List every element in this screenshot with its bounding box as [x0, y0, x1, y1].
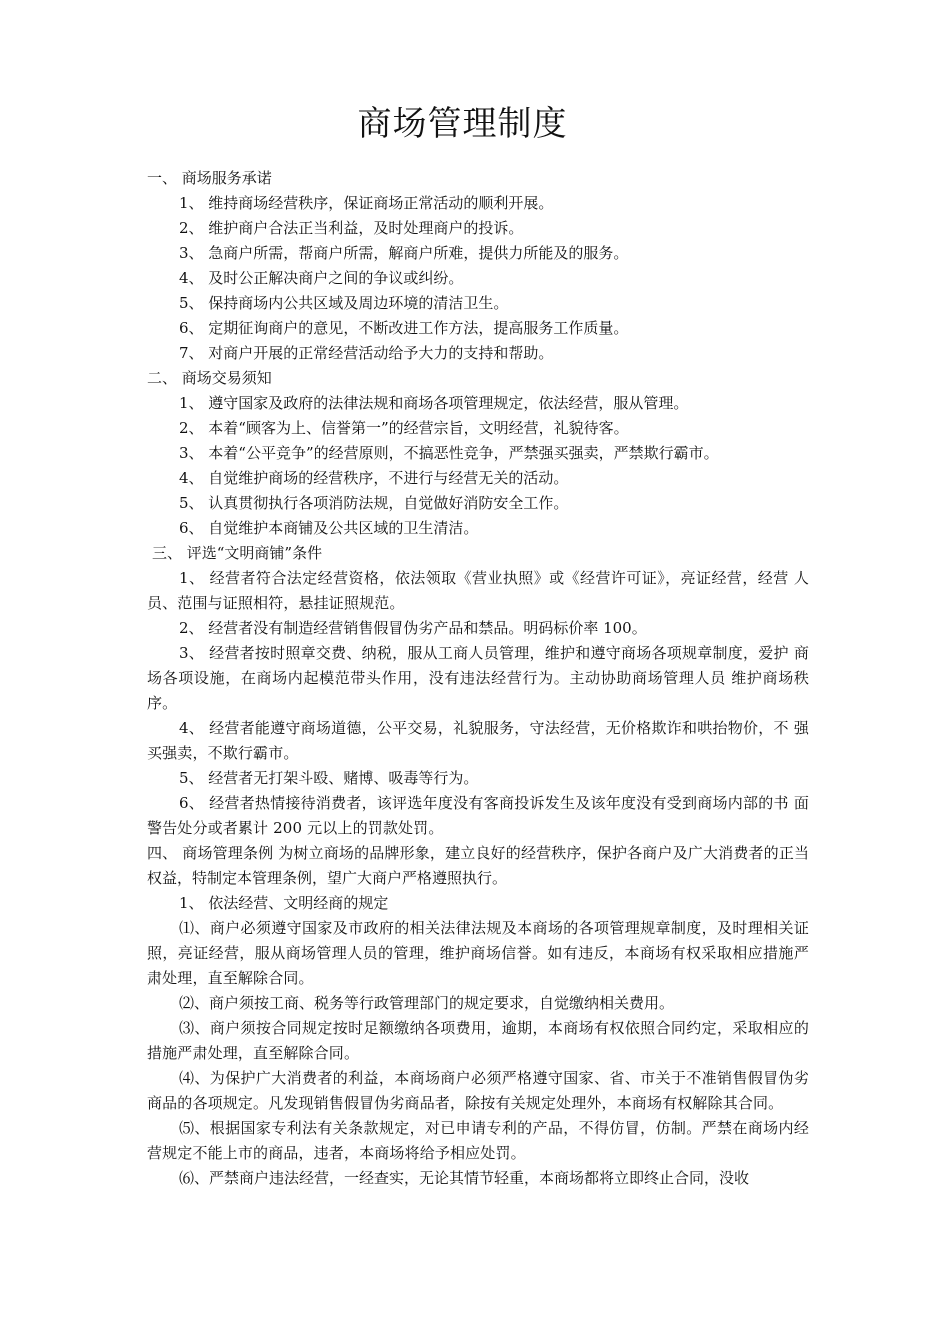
- paragraph: ⑷、为保护广大消费者的利益，本商场商户必须严格遵守国家、省、市关于不准销售假冒伪劣商品的各项规定。凡发现销售假冒伪劣商品者，除按有关规定处理外，本商场有权解除其合同。: [147, 1069, 809, 1112]
- list-item: 6、 自觉维护本商铺及公共区域的卫生清洁。: [179, 519, 479, 537]
- section-heading: 三、 评选“文明商铺”条件: [152, 544, 323, 562]
- paragraph: ⑶、商户须按合同规定按时足额缴纳各项费用，逾期，本商场有权依照合同约定，采取相应的措施严肃处理，直至解除合同。: [147, 1019, 809, 1062]
- list-item: 2、 本着“顾客为上、信誉第一”的经营宗旨，文明经营，礼貌待客。: [179, 419, 629, 437]
- paragraph: ⑸、根据国家专利法有关条款规定，对已申请专利的产品，不得仿冒，仿制。严禁在商场内经营规定不能上市的商品，违者，本商场将给予相应处罚。: [147, 1119, 809, 1162]
- paragraph: ⑹、严禁商户违法经营，一经查实，无论其情节轻重，本商场都将立即终止合同，没收: [179, 1169, 750, 1187]
- list-item: 1、 维持商场经营秩序，保证商场正常活动的顺利开展。: [179, 194, 554, 212]
- paragraph: 6、 经营者热情接待消费者，该评选年度没有客商投诉发生及该年度没有受到商场内部的书 面警告处分或者累计 200 元以上的罚款处罚。: [147, 794, 809, 837]
- list-item: 1、 遵守国家及政府的法律法规和商场各项管理规定，依法经营，服从管理。: [179, 394, 689, 412]
- section-heading: 一、 商场服务承诺: [147, 169, 272, 187]
- paragraph: 3、 经营者按时照章交费、纳税，服从工商人员管理，维护和遵守商场各项规章制度，爱护 商场各项设施，在商场内起模范带头作用，没有违法经营行为。主动协助商场管理人员 维护商场秩序。: [147, 644, 809, 712]
- list-item: 7、 对商户开展的正常经营活动给予大力的支持和帮助。: [179, 344, 554, 362]
- list-item: 5、 保持商场内公共区域及周边环境的清洁卫生。: [179, 294, 509, 312]
- section-heading: 二、 商场交易须知: [147, 369, 272, 387]
- document-body: [147, 166, 809, 1191]
- section-heading: 四、 商场管理条例 为树立商场的品牌形象，建立良好的经营秩序，保护各商户及广大消费者的正当权益，特制定本管理条例，望广大商户严格遵照执行。: [147, 844, 809, 887]
- list-item: 2、 维护商户合法正当利益，及时处理商户的投诉。: [179, 219, 524, 237]
- paragraph: ⑴、商户必须遵守国家及市政府的相关法律法规及本商场的各项管理规章制度，及时理相关证照，亮证经营，服从商场管理人员的管理，维护商场信誉。如有违反，本商场有权采取相应措施严肃处理，直至解除合同。: [147, 919, 809, 987]
- subsection-heading: 1、 依法经营、文明经商的规定: [179, 894, 389, 912]
- document-title: 商场管理制度: [357, 104, 568, 144]
- list-item: 4、 自觉维护商场的经营秩序，不进行与经营无关的活动。: [179, 469, 569, 487]
- list-item: 6、 定期征询商户的意见，不断改进工作方法，提高服务工作质量。: [179, 319, 629, 337]
- list-item: 3、 急商户所需，帮商户所需，解商户所难，提供力所能及的服务。: [179, 244, 629, 262]
- list-item: 3、 本着“公平竞争”的经营原则，不搞恶性竞争，严禁强买强卖，严禁欺行霸市。: [179, 444, 719, 462]
- paragraph: 2、 经营者没有制造经营销售假冒伪劣产品和禁品。明码标价率 100。: [179, 619, 647, 637]
- list-item: 5、 认真贯彻执行各项消防法规，自觉做好消防安全工作。: [179, 494, 569, 512]
- paragraph: 1、 经营者符合法定经营资格，依法领取《营业执照》或《经营许可证》，亮证经营，经营 人员、范围与证照相符，悬挂证照规范。: [147, 569, 809, 612]
- paragraph: 5、 经营者无打架斗殴、赌博、吸毒等行为。: [179, 769, 479, 787]
- paragraph: 4、 经营者能遵守商场道德，公平交易，礼貌服务，守法经营，无价格欺诈和哄抬物价，不 强买强卖，不欺行霸市。: [147, 719, 809, 762]
- list-item: 4、 及时公正解决商户之间的争议或纠纷。: [179, 269, 464, 287]
- paragraph: ⑵、商户须按工商、税务等行政管理部门的规定要求，自觉缴纳相关费用。: [179, 994, 675, 1012]
